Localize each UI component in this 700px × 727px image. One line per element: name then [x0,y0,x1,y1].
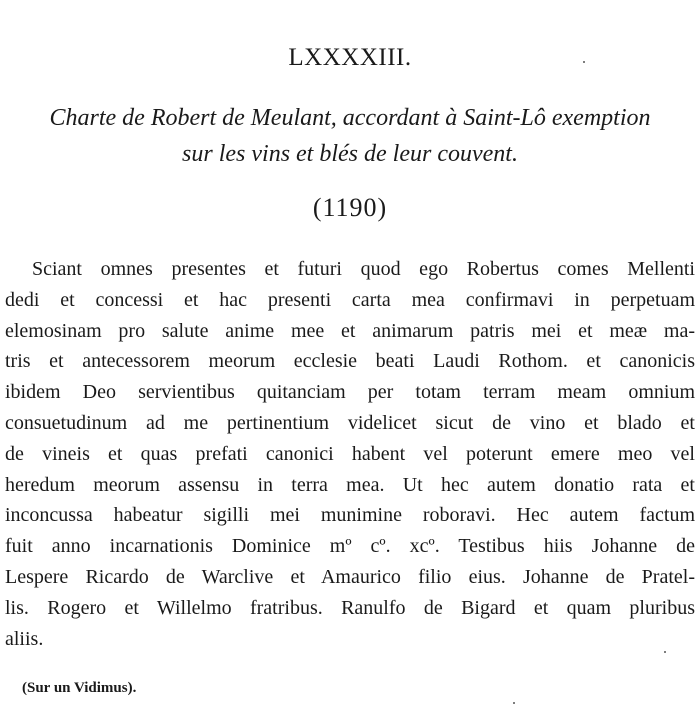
charter-number: LXXXXIII. [288,44,412,71]
body-line: elemosinam pro salute anime mee et animarum patris mei et meæ ma- [5,319,695,342]
body-line: consuetudinum ad me pertinentium videlicet sicut de vino et blado et [5,411,695,434]
body-line: lis. Rogero et Willelmo fratribus. Ranulfo de Bigard et quam pluribus [5,596,695,619]
body-line: tris et antecessorem meorum ecclesie beati Laudi Rothom. et canonicis [5,350,695,373]
charter-title-line-2: sur les vins et blés de leur couvent. [182,141,518,167]
body-line: fuit anno incarnationis Dominice mº cº. xcº. Testibus hiis Johanne de [5,535,695,558]
body-line: de vineis et quas prefati canonici habent vel poterunt emere meo vel [5,442,695,465]
body-line: inconcussa habeatur sigilli mei munimine roboravi. Hec autem factum [5,504,695,527]
body-line: aliis. [5,627,44,650]
charter-year: (1190) [312,193,388,222]
charter-title-line-1: Charte de Robert de Meulant, accordant à Saint-Lô exemption [49,105,651,131]
charter-body [5,254,695,654]
source-note: (Sur un Vidimus). [22,680,137,696]
body-line: ibidem Deo servientibus quitanciam per totam terram meam omnium [5,381,695,404]
body-line: dedi et concessi et hac presenti carta mea confirmavi in perpetuam [5,288,695,311]
body-line: Sciant omnes presentes et futuri quod ego Robertus comes Mellenti [32,258,695,280]
charter-title [0,100,700,172]
speck-mark [513,702,515,704]
speck-mark [664,651,666,653]
speck-mark [583,61,585,63]
body-line: heredum meorum assensu in terra mea. Ut hec autem donatio rata et [5,473,695,496]
body-line: Lespere Ricardo de Warclive et Amaurico filio eius. Johanne de Pratel- [5,565,695,588]
